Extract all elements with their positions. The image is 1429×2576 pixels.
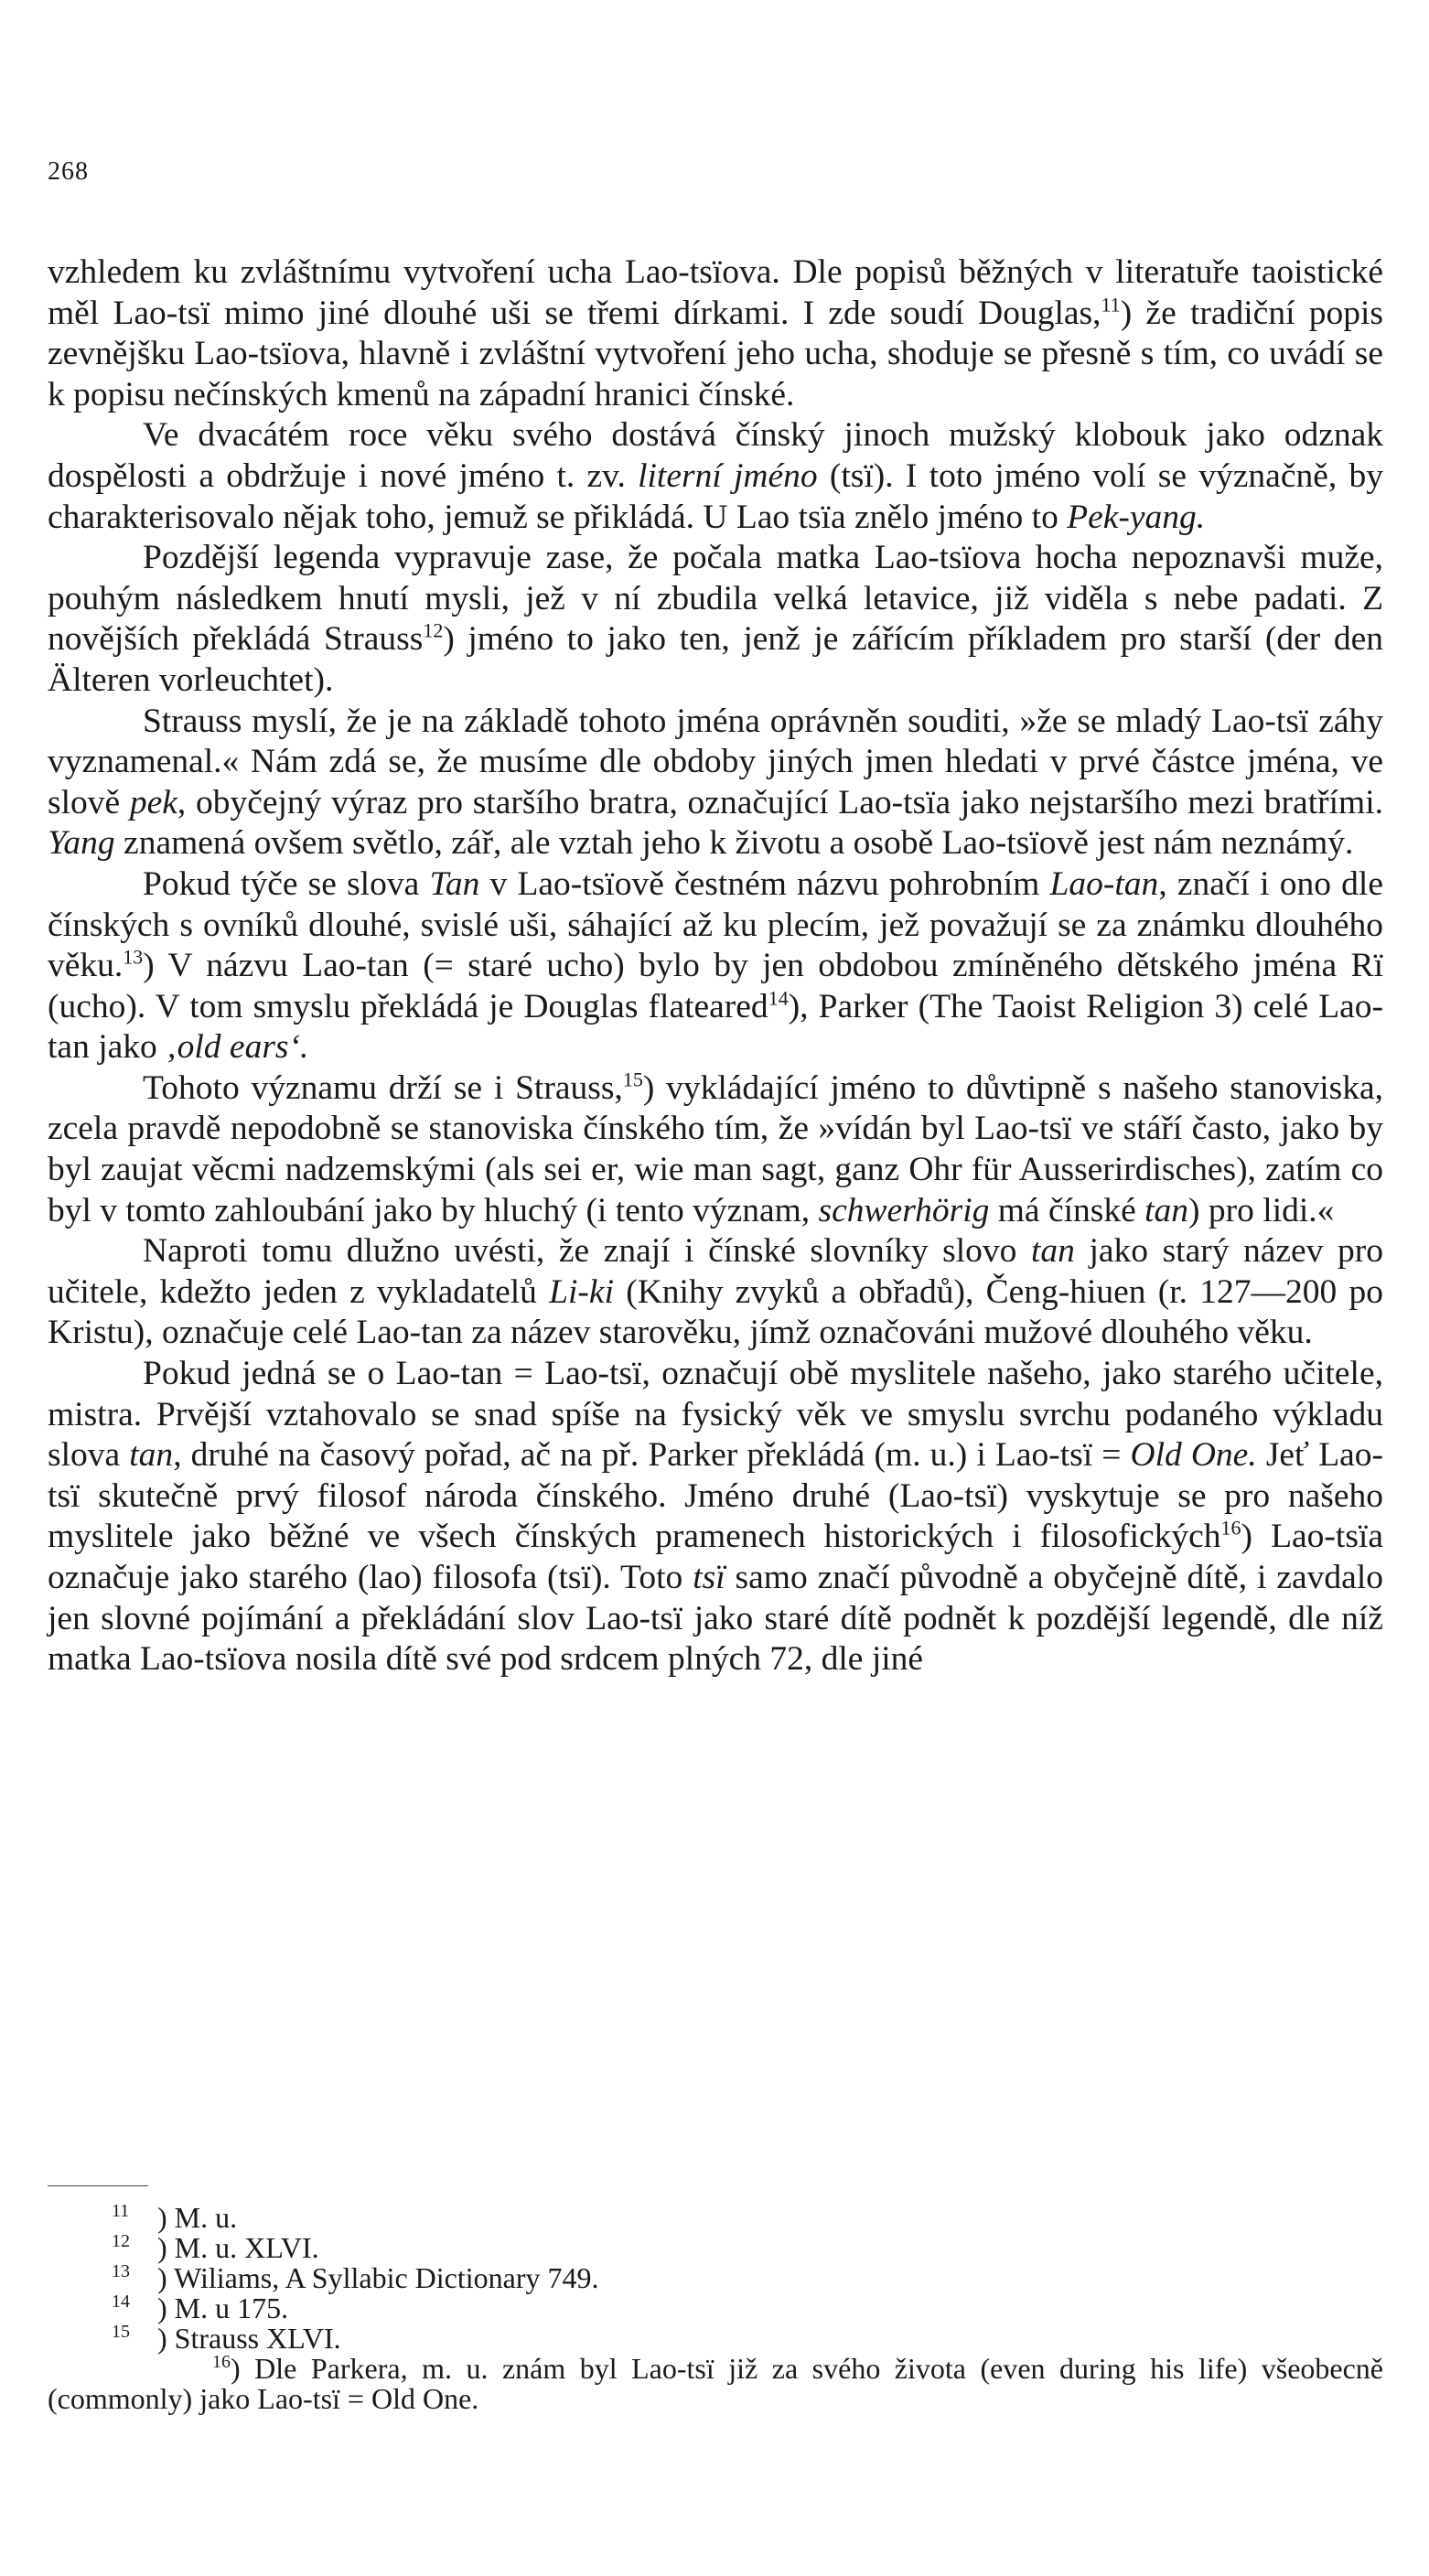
text-run: , značí i ono dle čínských s ovníků dlouhé, svislé uši, sáhající až ku plecím, jež považují se za známku dlouhého věku. bbox=[48, 864, 1383, 985]
footnote-reference: 15 bbox=[622, 1068, 643, 1091]
paragraph bbox=[48, 702, 1383, 864]
italic-text: tan bbox=[129, 1436, 174, 1475]
footnote: 15 ) Strauss XLVI. bbox=[112, 2322, 341, 2355]
footnote-reference: 13 bbox=[123, 945, 144, 969]
italic-text: tsï bbox=[693, 1559, 725, 1596]
text-run: Strauss myslí, že je na základě tohoto jména oprávněn souditi, »že se mladý Lao-tsï záhy vyznamenal.« Nám zdá se, že musíme dle obdoby jiných jmen hledati v prvé částce jména, ve slově bbox=[48, 702, 1383, 821]
text-run: ) Lao-tsïa označuje jako starého (lao) filosofa (tsï). Toto bbox=[48, 1518, 1383, 1596]
text-run: samo značí původně a obyčejně dítě, i zavdalo jen slovné pojímání a překládání slov Lao-tsï jako staré dítě podnět k pozdější legendě, dle níž matka Lao-tsïova nosila dítě své pod srdcem plných 72, dle jiné bbox=[48, 1559, 1384, 1679]
paragraph bbox=[48, 538, 1383, 701]
paragraph bbox=[48, 1068, 1383, 1231]
text-run: , obyčejný výraz pro staršího bratra, označující Lao-tsïa jako nejstaršího mezi bratřími. bbox=[177, 783, 1383, 821]
text-run: Pokud jedná se o Lao-tan = Lao-tsï, označují obě myslitele našeho, jako starého učitele, mistra. Prvější vztahovalo se snad spíše na fysický věk ve smyslu svrchu podaného výkladu slova bbox=[48, 1355, 1383, 1475]
page-number: 268 bbox=[48, 157, 89, 186]
text-run: Naproti tomu dlužno uvésti, že znají i čínské slovníky slovo bbox=[143, 1232, 1031, 1271]
paragraph bbox=[48, 415, 1383, 538]
footnote-reference: 11 bbox=[1101, 293, 1121, 317]
footnote-text: ) Wiliams, A Syllabic Dictionary 749. bbox=[157, 2261, 599, 2294]
italic-text: Pek-yang. bbox=[1067, 498, 1206, 536]
text-run: ) že tradiční popis zevnějšku Lao-tsïova, hlavně i zvláštní vytvoření jeho ucha, shoduje se přesně s tím, co uvádí se k popisu nečínských kmenů na západní hranici čínské. bbox=[48, 294, 1383, 413]
footnote-reference: 16 bbox=[1220, 1516, 1241, 1540]
text-run: ) V názvu Lao-tan (= staré ucho) bylo by jen obdobou zmíněného dětského jména Rï (ucho). V tom smyslu překládá je Douglas flateared bbox=[48, 947, 1383, 1025]
italic-text: schwerhörig bbox=[818, 1191, 990, 1229]
italic-text: tan bbox=[1030, 1232, 1075, 1271]
italic-text: Yang bbox=[48, 824, 115, 863]
text-run: vzhledem ku zvláštnímu vytvoření ucha Lao-tsïova. Dle popisů běžných v literatuře taoistické měl Lao-tsï mimo jiné dlouhé uši se třemi dírkami. I zde soudí Douglas, bbox=[48, 253, 1383, 332]
footnote: 14 ) M. u 175. bbox=[112, 2292, 289, 2324]
italic-text: tan bbox=[1144, 1191, 1189, 1229]
italic-text: pek bbox=[129, 783, 177, 821]
italic-text: Old One. bbox=[1130, 1436, 1257, 1475]
italic-text: ‚old ears‘. bbox=[166, 1028, 309, 1067]
italic-text: Lao-tan bbox=[1049, 864, 1159, 903]
footnotes bbox=[48, 2203, 1383, 2414]
footnote-text: ) M. u. bbox=[157, 2201, 238, 2234]
text-run: Pozdější legenda vypravuje zase, že počala matka Lao-tsïova hocha nepoznavši muže, pouhým následkem hnutí mysli, jež v ní zbudila velká letavice, již viděla s nebe padati. Z novějších překládá Strauss bbox=[48, 539, 1383, 659]
footnote: 11 ) M. u. bbox=[112, 2201, 238, 2234]
text-run: ) vykládající jméno to důvtipně s našeho stanoviska, zcela pravdě nepodobně se stanoviska čínského tím, že »vídán byl Lao-tsï ve stáří často, jako by byl zaujat věcmi nadzemskými (als sei er, wie man sagt, ganz Ohr für Ausserirdisches), zatím co byl v tomto zahloubání jako by hluchý (i tento význam, bbox=[48, 1068, 1383, 1229]
italic-text: Tan bbox=[429, 864, 480, 903]
italic-text: Li-ki bbox=[549, 1272, 614, 1311]
text-run: Ve dvacátém roce věku svého dostává čínský jinoch mužský klobouk jako odznak dospělosti a obdržuje i nové jméno t. zv. bbox=[48, 416, 1383, 495]
text-run: ), Parker (The Taoist Religion 3) celé Lao-tan jako bbox=[48, 987, 1383, 1067]
text-run: (tsï). I toto jméno volí se význačně, by charakterisovalo nějak toho, jemuž se přikládá. U Lao tsïa znělo jméno to bbox=[48, 456, 1383, 536]
text-run: Jeť Lao-tsï skutečně prvý filosof národa čínského. Jméno druhé (Lao-tsï) vyskytuje se pro našeho myslitele jako běžné ve všech čínských pramenech historických i filosofických bbox=[48, 1436, 1383, 1556]
footnote-separator bbox=[48, 2185, 148, 2186]
text-run: ) jméno to jako ten, jenž je zářícím příkladem pro starší (der den Älteren vorleuchtet). bbox=[48, 620, 1384, 699]
text-run: Pokud týče se slova bbox=[143, 864, 430, 903]
text-run: jako starý název pro učitele, kdežto jeden z vykladatelů bbox=[48, 1232, 1383, 1311]
footnote-text: ) M. u 175. bbox=[157, 2292, 289, 2324]
body-text bbox=[48, 252, 1383, 1680]
text-run: Tohoto významu drží se i Strauss, bbox=[143, 1068, 623, 1107]
footnote-text: ) Dle Parkera, m. u. znám byl Lao-tsï již za svého života (even during his life) všeobecně (commonly) jako Lao-tsï = Old One. bbox=[48, 2352, 1383, 2415]
paragraph bbox=[48, 1231, 1383, 1354]
footnote: 12 ) M. u. XLVI. bbox=[112, 2231, 319, 2264]
footnote-reference: 14 bbox=[768, 986, 789, 1010]
text-run: má čínské bbox=[989, 1191, 1145, 1229]
italic-text: literní jméno bbox=[638, 456, 818, 495]
footnote: 16) Dle Parkera, m. u. znám byl Lao-tsï již za svého života (even during his life) všeobecně (commonly) jako Lao-tsï = Old One. bbox=[48, 2352, 1383, 2415]
text-run: v Lao-tsïově čestném názvu pohrobním bbox=[479, 864, 1050, 903]
footnote-text: ) Strauss XLVI. bbox=[157, 2322, 341, 2355]
text-run: , druhé na časový pořad, ač na př. Parker překládá (m. u.) i Lao-tsï = bbox=[173, 1436, 1131, 1475]
footnote-text: ) M. u. XLVI. bbox=[157, 2231, 319, 2264]
paragraph bbox=[48, 1354, 1383, 1680]
text-run: znamená ovšem světlo, zář, ale vztah jeho k životu a osobě Lao-tsïově jest nám neznámý. bbox=[114, 824, 1354, 863]
text-run: ) pro lidi.« bbox=[1188, 1191, 1335, 1229]
footnote-reference: 12 bbox=[423, 618, 444, 642]
paragraph bbox=[48, 864, 1383, 1068]
text-run: (Knihy zvyků a obřadů), Čeng-hiuen (r. 127—200 po Kristu), označuje celé Lao-tan za název starověku, jímž označováni mužové dlouhého věku. bbox=[48, 1272, 1383, 1352]
paragraph bbox=[48, 252, 1383, 415]
footnote: 13 ) Wiliams, A Syllabic Dictionary 749. bbox=[112, 2261, 599, 2294]
